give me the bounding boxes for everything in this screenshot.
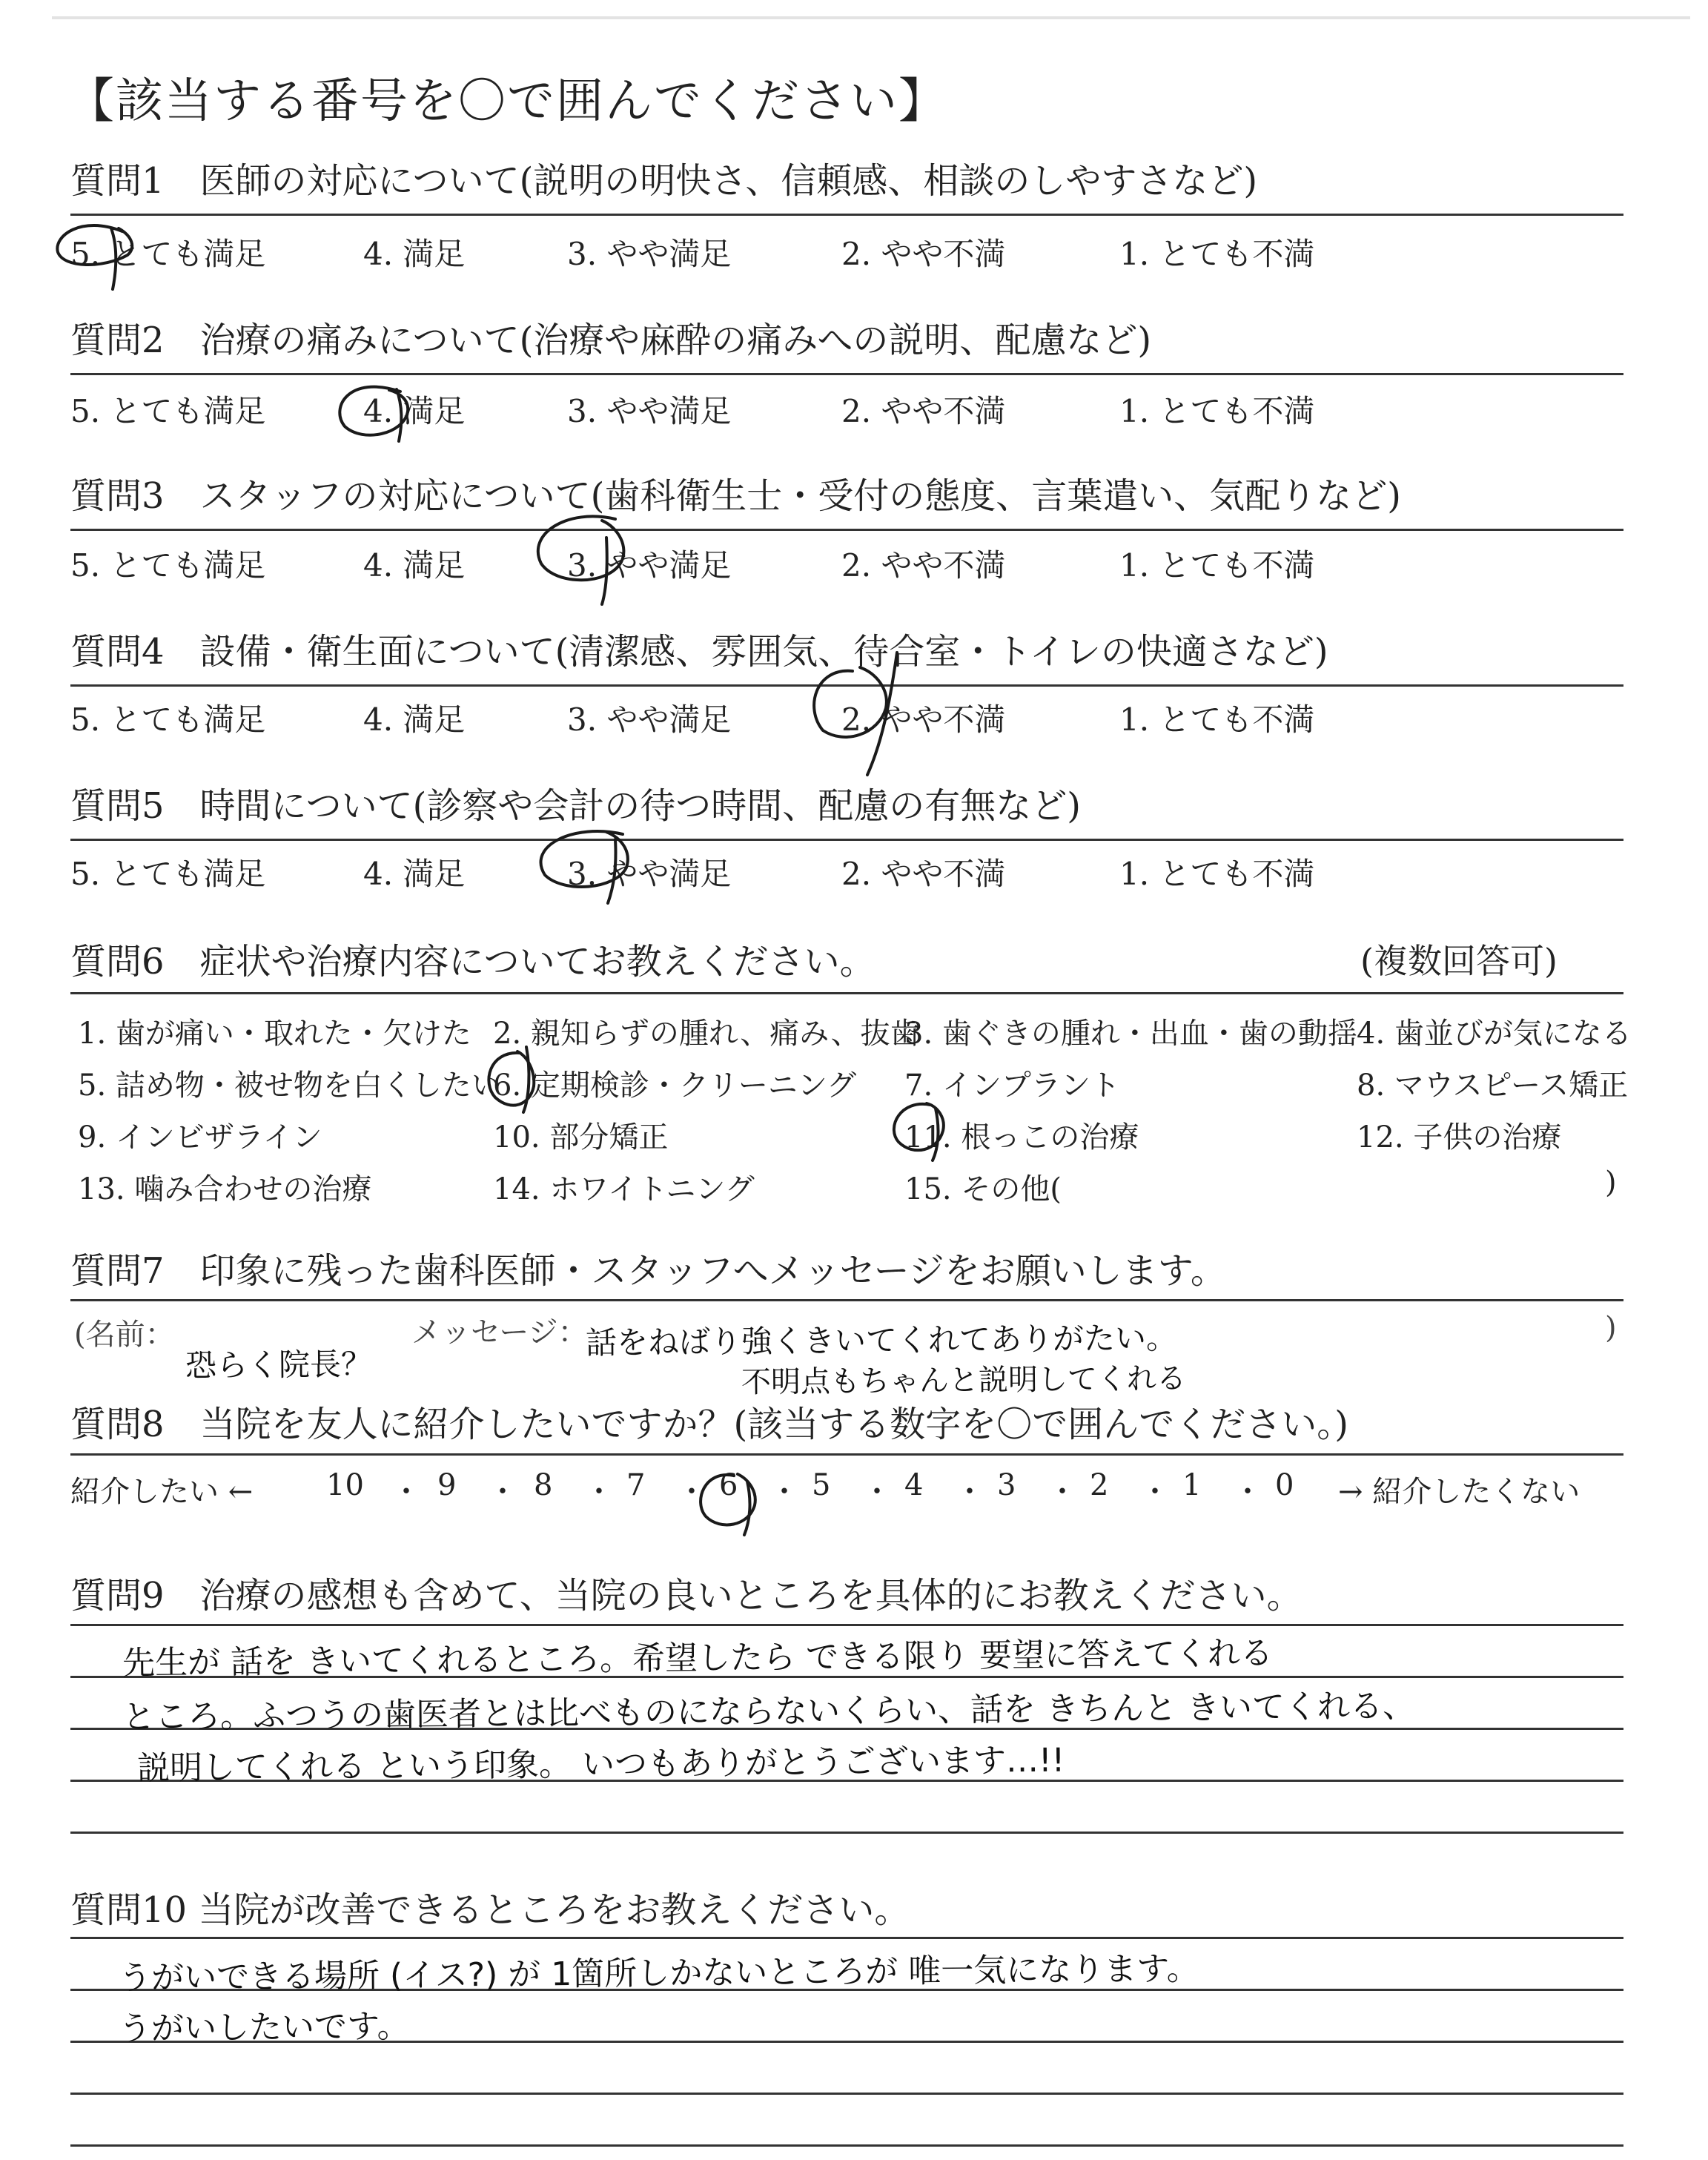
q6-item-9[interactable]: 9. インビザライン (78, 1120, 322, 1155)
q2-title: 質問2 治療の痛みについて(治療や麻酔の痛みへの説明、配慮など) (70, 320, 1152, 361)
q8-title: 質問8 当院を友人に紹介したいですか？(該当する数字を〇で囲んでください。) (70, 1404, 1348, 1445)
q9-title: 質問9 治療の感想も含めて、当院の良いところを具体的にお教えください。 (70, 1575, 1302, 1616)
q6-item-2[interactable]: 2. 親知らずの腫れ、痛み、抜歯 (493, 1017, 920, 1051)
q9-answer-line-3[interactable]: 説明してくれる という印象。 いつもありがとうございます…!! (136, 1741, 1065, 1788)
q2-option-2[interactable]: 2. やや不満 (841, 393, 1006, 429)
q4-option-1[interactable]: 1. とても不満 (1119, 701, 1315, 738)
q8-scale-7[interactable]: 7 (626, 1468, 646, 1502)
q5-option-1[interactable]: 1. とても不満 (1119, 856, 1315, 892)
q8-scale-dot: ・ (488, 1475, 517, 1509)
q4-option-2[interactable]: 2. やや不満 (841, 701, 1006, 738)
q8-scale-dot: ・ (677, 1475, 706, 1509)
q10-rule-1 (70, 1937, 1623, 1939)
q8-scale-dot: ・ (955, 1475, 984, 1509)
q8-scale-1[interactable]: 1 (1182, 1468, 1202, 1502)
q3-rule (70, 529, 1623, 531)
q2-option-4[interactable]: 4. 満足 (363, 393, 466, 429)
q6-item-4[interactable]: 4. 歯並びが気になる (1357, 1017, 1632, 1051)
q4-option-5[interactable]: 5. とても満足 (70, 701, 266, 738)
q6-multiple-note: (複数回答可) (1360, 941, 1558, 981)
q4-options (70, 696, 1331, 738)
form-heading: 【該当する番号を〇で囲んでください】 (67, 74, 947, 129)
q8-scale-dot: ・ (1047, 1475, 1077, 1509)
q1-option-2[interactable]: 2. やや不満 (841, 236, 1006, 272)
q3-option-4[interactable]: 4. 満足 (363, 547, 466, 584)
q7-name-value[interactable]: 恐らく院長？ (185, 1345, 373, 1384)
q3-options (70, 541, 1331, 584)
q7-close-paren: ) (1605, 1311, 1617, 1345)
q7-message-label: メッセージ： (411, 1315, 588, 1350)
q8-right-label: → 紹介したくない (1338, 1475, 1580, 1509)
q6-item-10[interactable]: 10. 部分矯正 (493, 1120, 669, 1155)
q3-option-1[interactable]: 1. とても不満 (1119, 547, 1315, 584)
q8-scale-2[interactable]: 2 (1090, 1468, 1109, 1502)
q10-rule-5 (70, 2144, 1623, 2147)
q2-option-1[interactable]: 1. とても不満 (1119, 393, 1315, 429)
q8-scale-4[interactable]: 4 (904, 1468, 924, 1502)
q7-name-label: (名前： (74, 1318, 175, 1352)
q2-options (70, 387, 1331, 429)
q8-left-label: 紹介したい ← (70, 1475, 254, 1509)
q8-scale-0[interactable]: 0 (1275, 1468, 1294, 1502)
q2-option-5[interactable]: 5. とても満足 (70, 393, 266, 429)
q2-rule (70, 373, 1623, 375)
q1-rule (70, 214, 1623, 216)
q10-rule-4 (70, 2093, 1623, 2095)
q9-rule-5 (70, 1832, 1623, 1834)
q8-scale (70, 1468, 1627, 1509)
q6-item-6[interactable]: 6. 定期検診・クリーニング (493, 1069, 857, 1103)
q6-item-11[interactable]: 11. 根っこの治療 (904, 1120, 1139, 1155)
q6-item-13[interactable]: 13. 噛み合わせの治療 (78, 1172, 372, 1206)
q1-options (70, 230, 1331, 272)
q5-title: 質問5 時間について(診察や会計の待つ時間、配慮の有無など) (70, 785, 1082, 827)
q1-option-4[interactable]: 4. 満足 (363, 236, 466, 272)
q6-rule (70, 992, 1623, 994)
q6-item-7[interactable]: 7. インプラント (904, 1069, 1120, 1103)
q8-scale-6[interactable]: 6 (719, 1468, 738, 1502)
q6-title: 質問6 症状や治療内容についてお教えください。 (70, 941, 875, 982)
q4-title: 質問4 設備・衛生面について(清潔感、雰囲気、待合室・トイレの快適さなど) (70, 631, 1328, 673)
q8-scale-5[interactable]: 5 (812, 1468, 831, 1502)
q6-item-3[interactable]: 3. 歯ぐきの腫れ・出血・歯の動揺 (904, 1017, 1357, 1051)
q5-option-3[interactable]: 3. やや満足 (567, 856, 732, 892)
q1-option-1[interactable]: 1. とても不満 (1119, 236, 1315, 272)
q8-scale-dot: ・ (862, 1475, 892, 1509)
q7-message-line-2[interactable]: 不明点もちゃんと説明してくれる (741, 1361, 1187, 1400)
q7-title: 質問7 印象に残った歯科医師・スタッフへメッセージをお願いします。 (70, 1250, 1226, 1292)
q6-item-12[interactable]: 12. 子供の治療 (1357, 1120, 1562, 1155)
q2-option-3[interactable]: 3. やや満足 (567, 393, 732, 429)
q5-option-2[interactable]: 2. やや不満 (841, 856, 1006, 892)
q8-scale-dot: ・ (391, 1475, 421, 1509)
q6-item-8[interactable]: 8. マウスピース矯正 (1357, 1069, 1629, 1103)
q6-item-5[interactable]: 5. 詰め物・被せ物を白くしたい (78, 1069, 501, 1103)
q8-rule (70, 1453, 1623, 1456)
q10-title: 質問10 当院が改善できるところをお教えください。 (70, 1889, 910, 1931)
q8-scale-3[interactable]: 3 (997, 1468, 1016, 1502)
q1-option-5[interactable]: 5. とても満足 (70, 236, 266, 272)
q9-answer-line-2[interactable]: ところ。ふつうの歯医者とは比べものにならないくらい、話を きちんと きいてくれる、 (122, 1687, 1416, 1737)
q8-scale-dot: ・ (584, 1475, 614, 1509)
q7-rule (70, 1299, 1623, 1301)
q3-option-2[interactable]: 2. やや不満 (841, 547, 1006, 584)
q1-title: 質問1 医師の対応について(説明の明快さ、信頼感、相談のしやすさなど) (70, 160, 1258, 202)
q7-message-line-1[interactable]: 話をねばり強くきいてくれてありがたい。 (585, 1319, 1178, 1361)
q5-options (70, 850, 1331, 892)
q8-scale-10[interactable]: 10 (326, 1468, 364, 1502)
q4-option-4[interactable]: 4. 満足 (363, 701, 466, 738)
q4-option-3[interactable]: 3. やや満足 (567, 701, 732, 738)
q5-option-4[interactable]: 4. 満足 (363, 856, 466, 892)
q9-rule-1 (70, 1624, 1623, 1626)
q8-scale-8[interactable]: 8 (534, 1468, 553, 1502)
q9-answer-line-1[interactable]: 先生が 話を きいてくれるところ。希望したら できる限り 要望に答えてくれる (122, 1634, 1274, 1682)
q8-scale-9[interactable]: 9 (437, 1468, 457, 1502)
q5-option-5[interactable]: 5. とても満足 (70, 856, 266, 892)
scan-edge-line (52, 16, 1690, 19)
q8-scale-dot: ・ (1140, 1475, 1170, 1509)
q6-item-15[interactable]: 15. その他( (904, 1172, 1062, 1206)
q10-answer-line-2[interactable]: うがいしたいです。 (118, 2007, 410, 2048)
q10-answer-line-1[interactable]: うがいできる場所 (イス?) が 1箇所しかないところが 唯一気になります。 (118, 1949, 1199, 1998)
q6-other-close-paren: ) (1605, 1166, 1617, 1200)
q5-rule (70, 839, 1623, 841)
q8-scale-dot: ・ (1233, 1475, 1262, 1509)
q3-option-5[interactable]: 5. とても満足 (70, 547, 266, 584)
q3-option-3[interactable]: 3. やや満足 (567, 547, 732, 584)
q6-item-14[interactable]: 14. ホワイトニング (493, 1172, 755, 1206)
q1-option-3[interactable]: 3. やや満足 (567, 236, 732, 272)
q4-rule (70, 684, 1623, 687)
q6-item-1[interactable]: 1. 歯が痛い・取れた・欠けた (78, 1017, 471, 1051)
q8-scale-dot: ・ (769, 1475, 799, 1509)
q3-title: 質問3 スタッフの対応について(歯科衛生士・受付の態度、言葉遣い、気配りなど) (70, 475, 1402, 517)
